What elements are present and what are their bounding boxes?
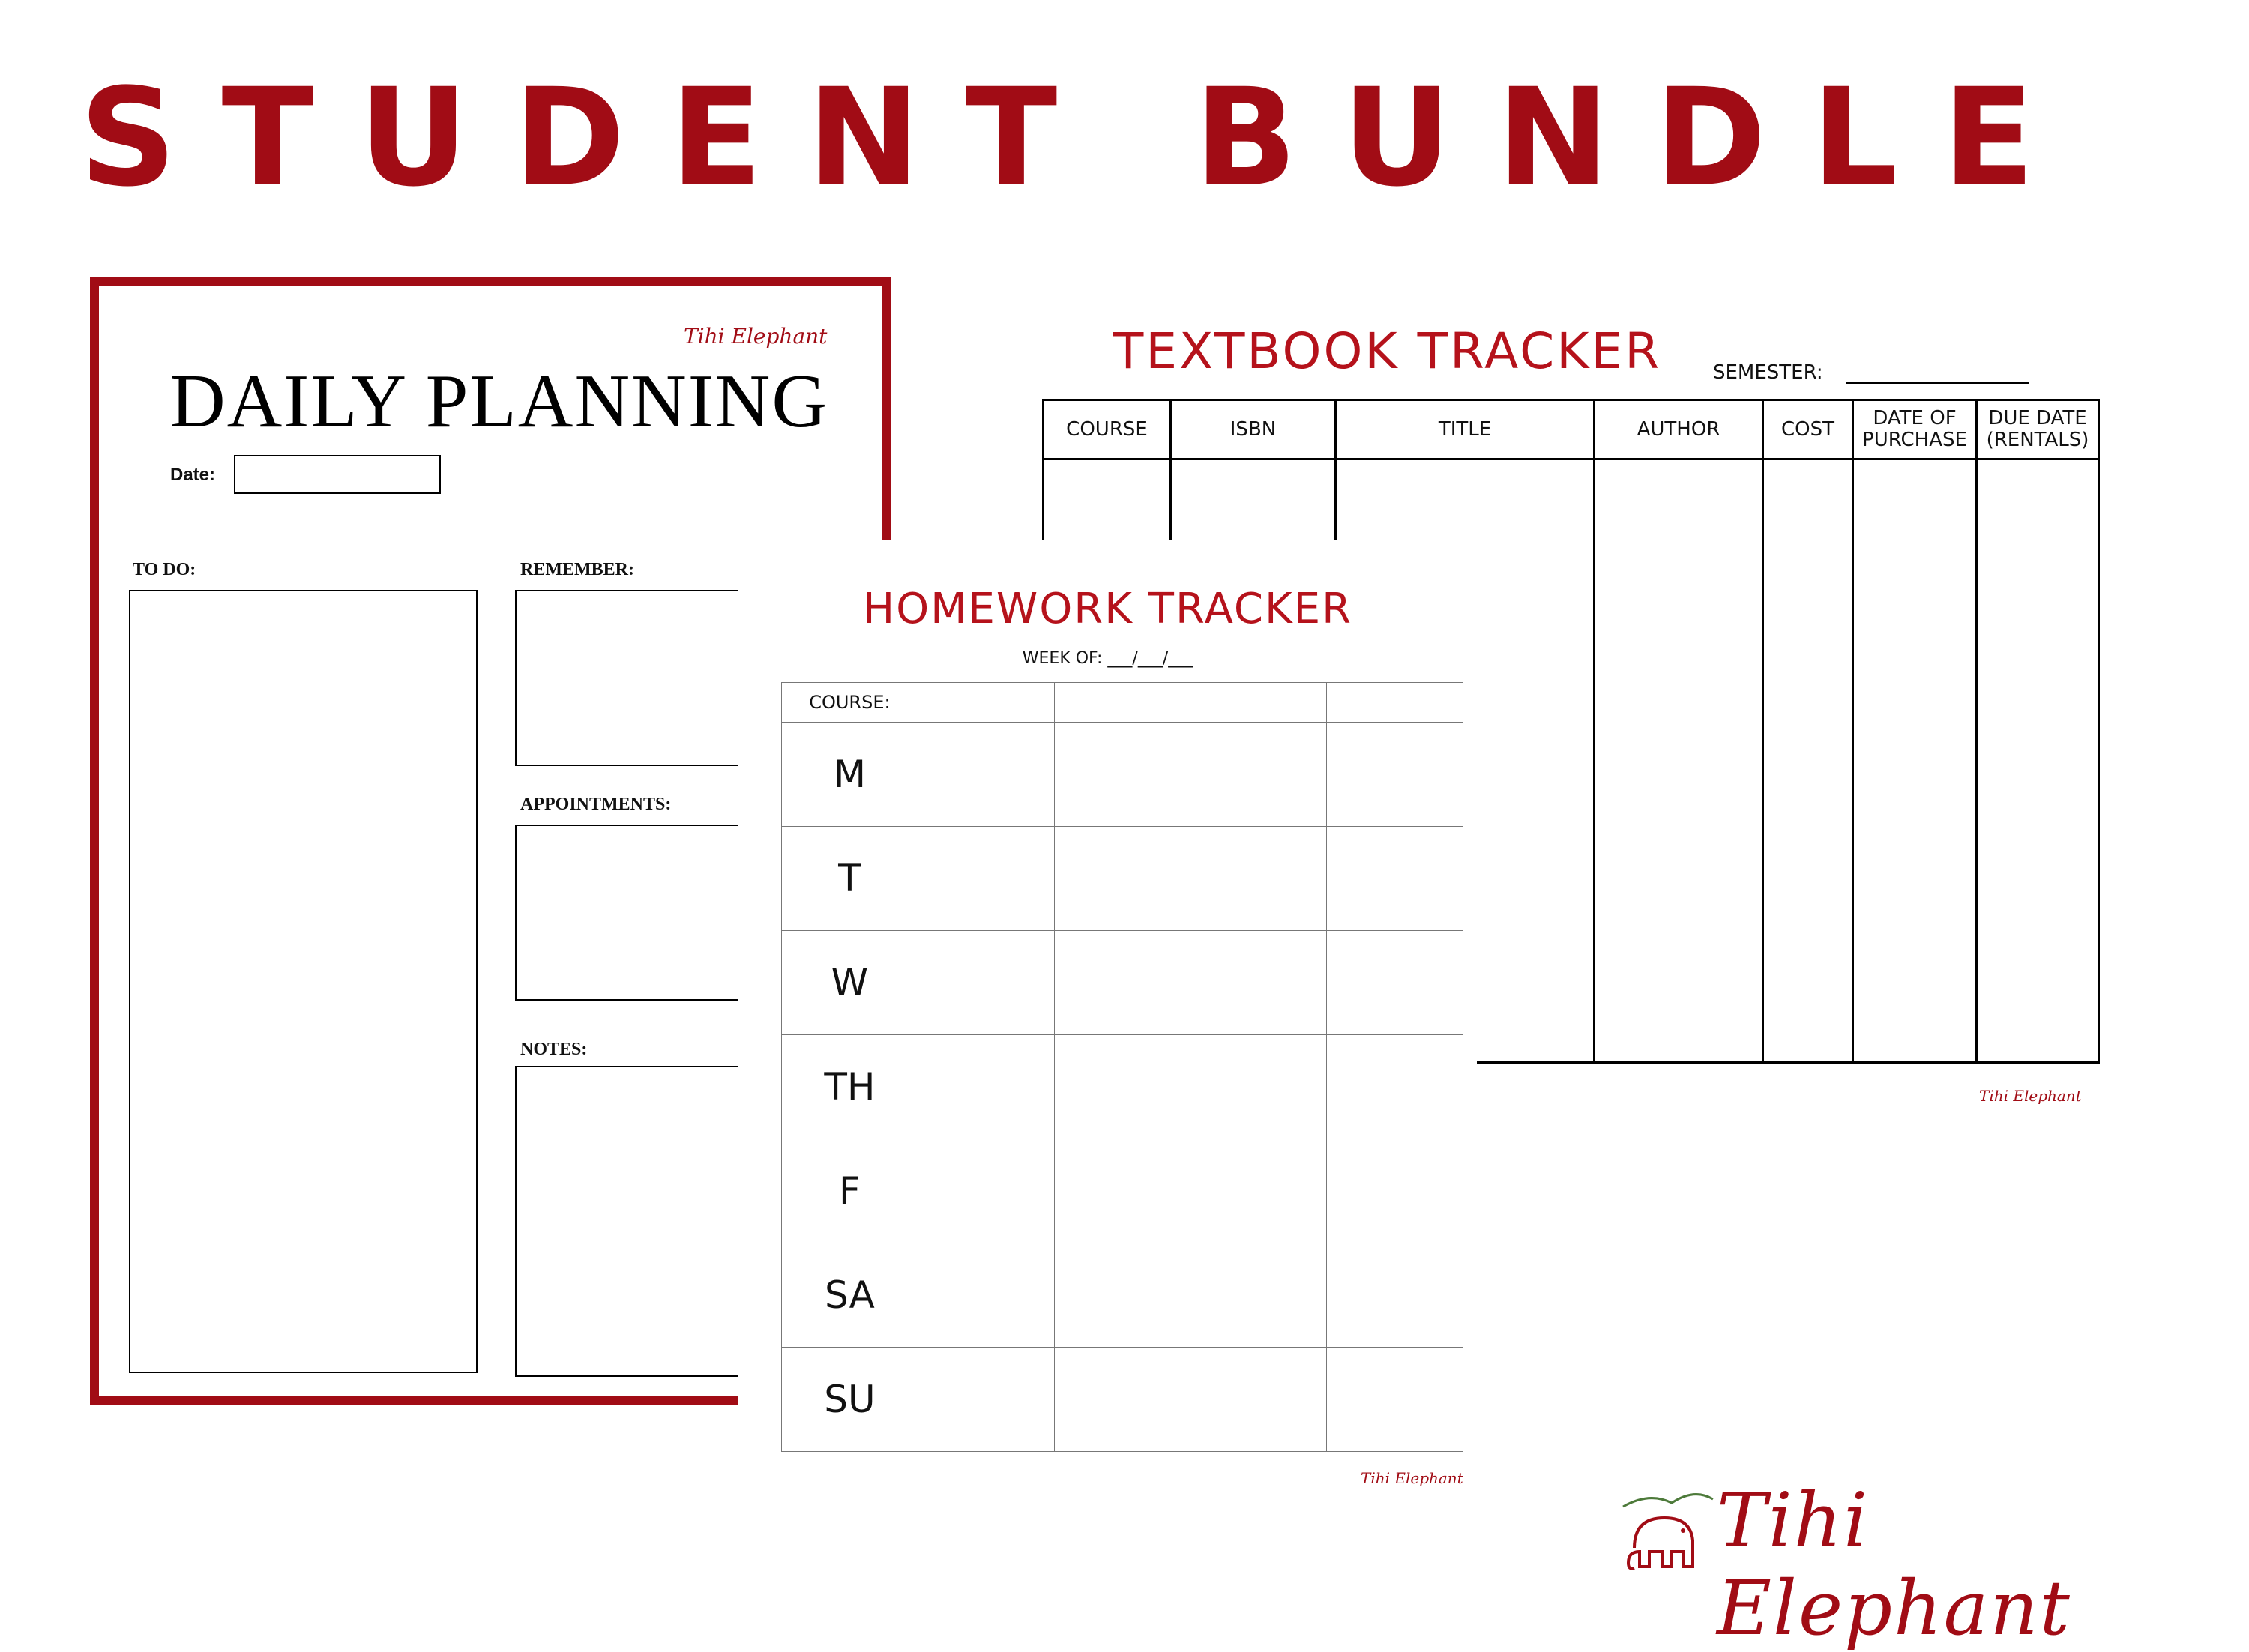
table-cell[interactable]: [1977, 459, 2099, 1063]
hw-cell[interactable]: [918, 827, 1054, 931]
hw-cell[interactable]: [918, 931, 1054, 1035]
day-label: T: [782, 827, 918, 931]
daily-brand-signature: Tihi Elephant: [684, 324, 828, 349]
appointments-label: APPOINTMENTS:: [520, 795, 672, 814]
hw-cell[interactable]: [1054, 1139, 1190, 1243]
course-label: COURSE:: [782, 683, 918, 723]
hw-cell[interactable]: [1054, 931, 1190, 1035]
hw-cell[interactable]: [918, 1035, 1054, 1139]
table-cell[interactable]: [1595, 459, 1763, 1063]
day-label: SA: [782, 1243, 918, 1348]
textbook-tracker-title: TEXTBOOK TRACKER: [1113, 322, 1662, 380]
hw-cell[interactable]: [1190, 723, 1327, 827]
semester-field[interactable]: [1846, 382, 2029, 384]
hw-cell[interactable]: [1327, 723, 1463, 827]
daily-planning-title: DAILY PLANNING: [170, 359, 829, 444]
hw-cell[interactable]: [1327, 1035, 1463, 1139]
column-header-date-of-purchase: DATE OF PURCHASE: [1853, 400, 1977, 459]
hw-cell[interactable]: [918, 1348, 1054, 1452]
homework-tracker-title: HOMEWORK TRACKER: [862, 585, 1353, 633]
table-cell[interactable]: [1763, 459, 1853, 1063]
course-cell[interactable]: [1190, 683, 1327, 723]
column-header-title: TITLE: [1336, 400, 1595, 459]
textbook-brand-signature: Tihi Elephant: [1979, 1087, 2082, 1105]
hw-cell[interactable]: [1190, 1243, 1327, 1348]
homework-brand-signature: Tihi Elephant: [1361, 1469, 1463, 1487]
date-label: Date:: [170, 465, 216, 485]
hw-cell[interactable]: [1190, 1348, 1327, 1452]
remember-label: REMEMBER:: [520, 560, 634, 579]
day-label: F: [782, 1139, 918, 1243]
tihi-elephant-logo: [1619, 1462, 2204, 1652]
hw-cell[interactable]: [1327, 1243, 1463, 1348]
hw-cell[interactable]: [1054, 1348, 1190, 1452]
hw-cell[interactable]: [1327, 1139, 1463, 1243]
day-label: SU: [782, 1348, 918, 1452]
day-label: W: [782, 931, 918, 1035]
logo-text: Tihi Elephant: [1717, 1477, 2071, 1652]
elephant-icon: [1619, 1477, 1717, 1589]
course-cell[interactable]: [1327, 683, 1463, 723]
hw-cell[interactable]: [1054, 1035, 1190, 1139]
todo-box[interactable]: [129, 590, 478, 1373]
homework-table: [781, 682, 1463, 1452]
day-label: TH: [782, 1035, 918, 1139]
date-field[interactable]: [234, 455, 441, 494]
hw-cell[interactable]: [1327, 931, 1463, 1035]
hw-cell[interactable]: [1327, 827, 1463, 931]
homework-tracker-sheet: [738, 540, 1477, 1522]
course-cell[interactable]: [1054, 683, 1190, 723]
table-cell[interactable]: [1853, 459, 1977, 1063]
column-header-author: AUTHOR: [1595, 400, 1763, 459]
column-header-cost: COST: [1763, 400, 1853, 459]
semester-label: SEMESTER:: [1713, 361, 1823, 384]
hw-cell[interactable]: [1190, 1139, 1327, 1243]
hw-cell[interactable]: [1327, 1348, 1463, 1452]
week-of-label: WEEK OF: ___/___/___: [1022, 649, 1193, 668]
column-header-isbn: ISBN: [1171, 400, 1336, 459]
notes-label: NOTES:: [520, 1040, 588, 1059]
hw-cell[interactable]: [1054, 723, 1190, 827]
hw-cell[interactable]: [1054, 827, 1190, 931]
hw-cell[interactable]: [1190, 827, 1327, 931]
column-header-course: COURSE: [1044, 400, 1171, 459]
hw-cell[interactable]: [1190, 1035, 1327, 1139]
hw-cell[interactable]: [918, 723, 1054, 827]
column-header-due-date: DUE DATE (RENTALS): [1977, 400, 2099, 459]
todo-label: TO DO:: [133, 560, 196, 579]
bundle-title: STUDENT BUNDLE: [79, 60, 2080, 217]
hw-cell[interactable]: [918, 1139, 1054, 1243]
hw-cell[interactable]: [1054, 1243, 1190, 1348]
hw-cell[interactable]: [1190, 931, 1327, 1035]
hw-cell[interactable]: [918, 1243, 1054, 1348]
course-cell[interactable]: [918, 683, 1054, 723]
day-label: M: [782, 723, 918, 827]
